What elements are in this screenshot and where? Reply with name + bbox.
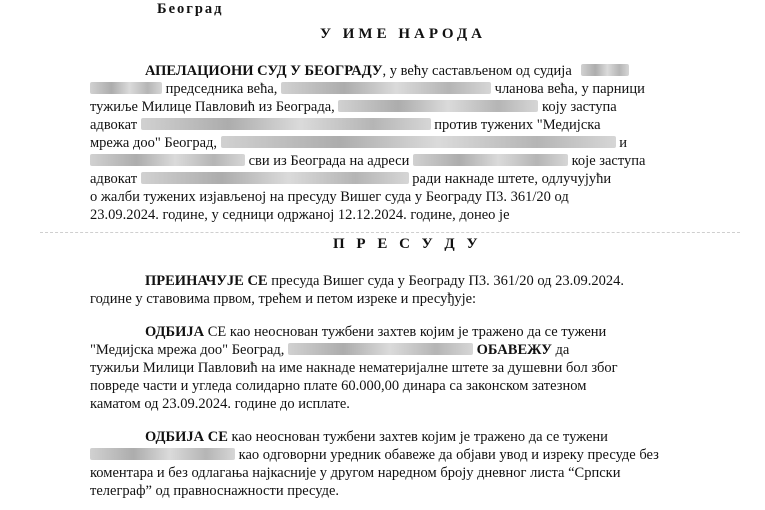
- document-heading: У ИМЕ НАРОДА: [320, 26, 486, 42]
- intro-text: , у већу састављеном од судија: [382, 63, 572, 79]
- para2-text: "Медијска мрежа доо" Београд,: [90, 342, 285, 358]
- scan-artifact-line: [40, 232, 740, 234]
- para1-keyword: ПРЕИНАЧУЈЕ СЕ: [145, 273, 268, 289]
- intro-text: сви из Београда на адреси: [248, 153, 410, 169]
- para2-line-5: каматом од 23.09.2024. године до исплате.: [90, 396, 350, 412]
- intro-text: и: [619, 135, 628, 151]
- intro-text: које заступа: [571, 153, 646, 169]
- para3-text: као неоснован тужбени захтев којим је тражено да се тужени: [227, 429, 608, 445]
- redacted-name: [338, 100, 538, 112]
- intro-line-3: [90, 98, 617, 116]
- intro-line-8: о жалби тужених изјављеној на пресуду Вишег суда у Београду П3. 361/20 од: [90, 189, 569, 205]
- redacted-name: [90, 154, 245, 166]
- para2-text: СЕ као неоснован тужбени захтев којим је тражено да се тужени: [204, 324, 607, 340]
- para1-line-1: [145, 272, 624, 290]
- intro-line-7: [90, 170, 611, 188]
- intro-text: адвокат: [90, 171, 138, 187]
- intro-line-5: [90, 134, 627, 152]
- redacted-name: [288, 343, 473, 355]
- redacted-name: [90, 82, 162, 94]
- para3-text: као одговорни уредник обавеже да објави увод и изреку пресуде без: [238, 447, 659, 463]
- redacted-address: [413, 154, 568, 166]
- intro-text: мрежа доо" Београд,: [90, 135, 218, 151]
- para3-keyword: ОДБИЈА СЕ: [145, 429, 228, 445]
- intro-text: адвокат: [90, 117, 138, 133]
- para1-text: пресуда Вишег суда у Београду П3. 361/20 од 23.09.2024.: [267, 273, 625, 289]
- header-city: Београд: [157, 1, 224, 17]
- para3-line-1: [145, 428, 608, 446]
- para2-line-3: тужиљи Милици Павловић на име накнаде нематеријалне штете за душевни бол због: [90, 360, 618, 376]
- redacted-name: [141, 172, 409, 184]
- para2-line-4: повреде части и угледа солидарно плате 60.000,00 динара са законском затезном: [90, 378, 587, 394]
- intro-line-6: [90, 152, 645, 170]
- redacted-name: [141, 118, 431, 130]
- para3-line-3: коментара и без одлагања најкасније у другом наредном броју дневног листа “Српски: [90, 465, 621, 481]
- para2-text: да: [551, 342, 570, 358]
- intro-text: чланова већа, у парници: [494, 81, 645, 97]
- verdict-title: П Р Е С У Д У: [333, 236, 482, 252]
- intro-line-1: [145, 62, 629, 80]
- court-name: АПЕЛАЦИОНИ СУД У БЕОГРАДУ: [145, 63, 383, 79]
- para3-line-2: [90, 446, 659, 464]
- redacted-name: [581, 64, 629, 76]
- para2-line-1: [145, 323, 606, 341]
- redacted-name: [90, 448, 235, 460]
- intro-line-4: [90, 116, 601, 134]
- intro-text: коју заступа: [542, 99, 617, 115]
- intro-text: против тужених "Медијска: [434, 117, 601, 133]
- intro-line-9: 23.09.2024. године, у седници одржаној 12.12.2024. године, донео је: [90, 207, 510, 223]
- intro-text: председника већа,: [165, 81, 278, 97]
- para3-line-4: телеграф” од правноснажности пресуде.: [90, 483, 340, 499]
- intro-text: тужиље Милице Павловић из Београда,: [90, 99, 335, 115]
- intro-text: ради накнаде штете, одлучујући: [412, 171, 612, 187]
- para2-keyword: ОДБИЈА: [145, 324, 205, 340]
- intro-line-2: [90, 80, 645, 98]
- para2-line-2: [90, 341, 569, 359]
- redacted-name: [221, 136, 616, 148]
- para2-keyword-obligate: ОБАВЕЖУ: [476, 342, 552, 358]
- para1-line-2: године у ставовима првом, трећем и петом изреке и пресуђује:: [90, 291, 477, 307]
- redacted-name: [281, 82, 491, 94]
